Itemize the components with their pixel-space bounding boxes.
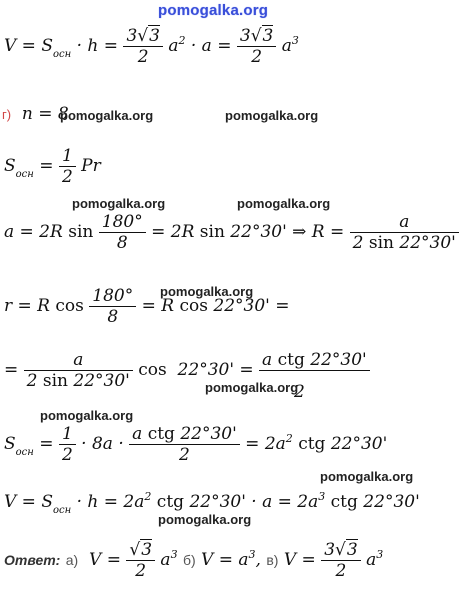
watermark: pomogalka.org: [158, 512, 252, 527]
answer-label: Ответ:: [4, 552, 61, 568]
answer-option-b: б): [182, 552, 196, 568]
formula-n: г) n = 8: [2, 104, 69, 124]
formula-base-area: $S_{осн}$ = $\frac{1}{2}$ Pr: [4, 146, 101, 187]
watermark: pomogalka.org: [160, 284, 254, 299]
formula-volume-general: $V = S_{осн} \cdot h$ = $\frac{3√3}{2}$ $a^2 \cdot a$ = $\frac{3√3}{2}$ $a^3$: [4, 26, 299, 67]
formula-v-result: $V = S_{осн} \cdot h = 2a^2$ ctg $22^\circ 30' \cdot a = 2a^3$ ctg 22°30': [4, 490, 420, 516]
item-label-g: г): [2, 107, 12, 122]
formula-s-result: $S_{осн}$ = $\frac{1}{2}$ · 8a · $\frac{\text{a ctg 22°30'}}{2}$ = $2a^2$ ctg 22°30': [4, 424, 388, 465]
answer-line: Ответ: а) V = $\frac{√3}{2}$ $a^3$ б) $V = a^3$, в) V = $\frac{3√3}{2}$ $a^3$: [4, 540, 384, 581]
watermark: pomogalka.org: [205, 380, 299, 395]
watermark: pomogalka.org: [72, 196, 166, 211]
formula-r-cont: = $\frac{a}{2 \sin 22^\circ 30'}$ cos 22°30' = a ctg 22°30': [4, 350, 370, 391]
watermark-top: pomogalka.org: [158, 2, 269, 19]
watermark: pomogalka.org: [237, 196, 331, 211]
formula-a: a = 2R sin $\frac{180^\circ}{8}$ = 2R sin 22°30' ⇒ R = $\frac{a}{2 \sin 22^\circ 30'}$: [4, 212, 459, 253]
answer-option-a: а): [65, 552, 79, 568]
watermark: pomogalka.org: [60, 108, 154, 123]
formula-r: r = R cos $\frac{180^\circ}{8}$ = R cos 22°30' =: [4, 286, 290, 327]
answer-option-v: в): [266, 552, 279, 568]
watermark: pomogalka.org: [225, 108, 319, 123]
denominator-2: 2: [294, 382, 305, 402]
watermark: pomogalka.org: [40, 408, 134, 423]
watermark: pomogalka.org: [320, 469, 414, 484]
